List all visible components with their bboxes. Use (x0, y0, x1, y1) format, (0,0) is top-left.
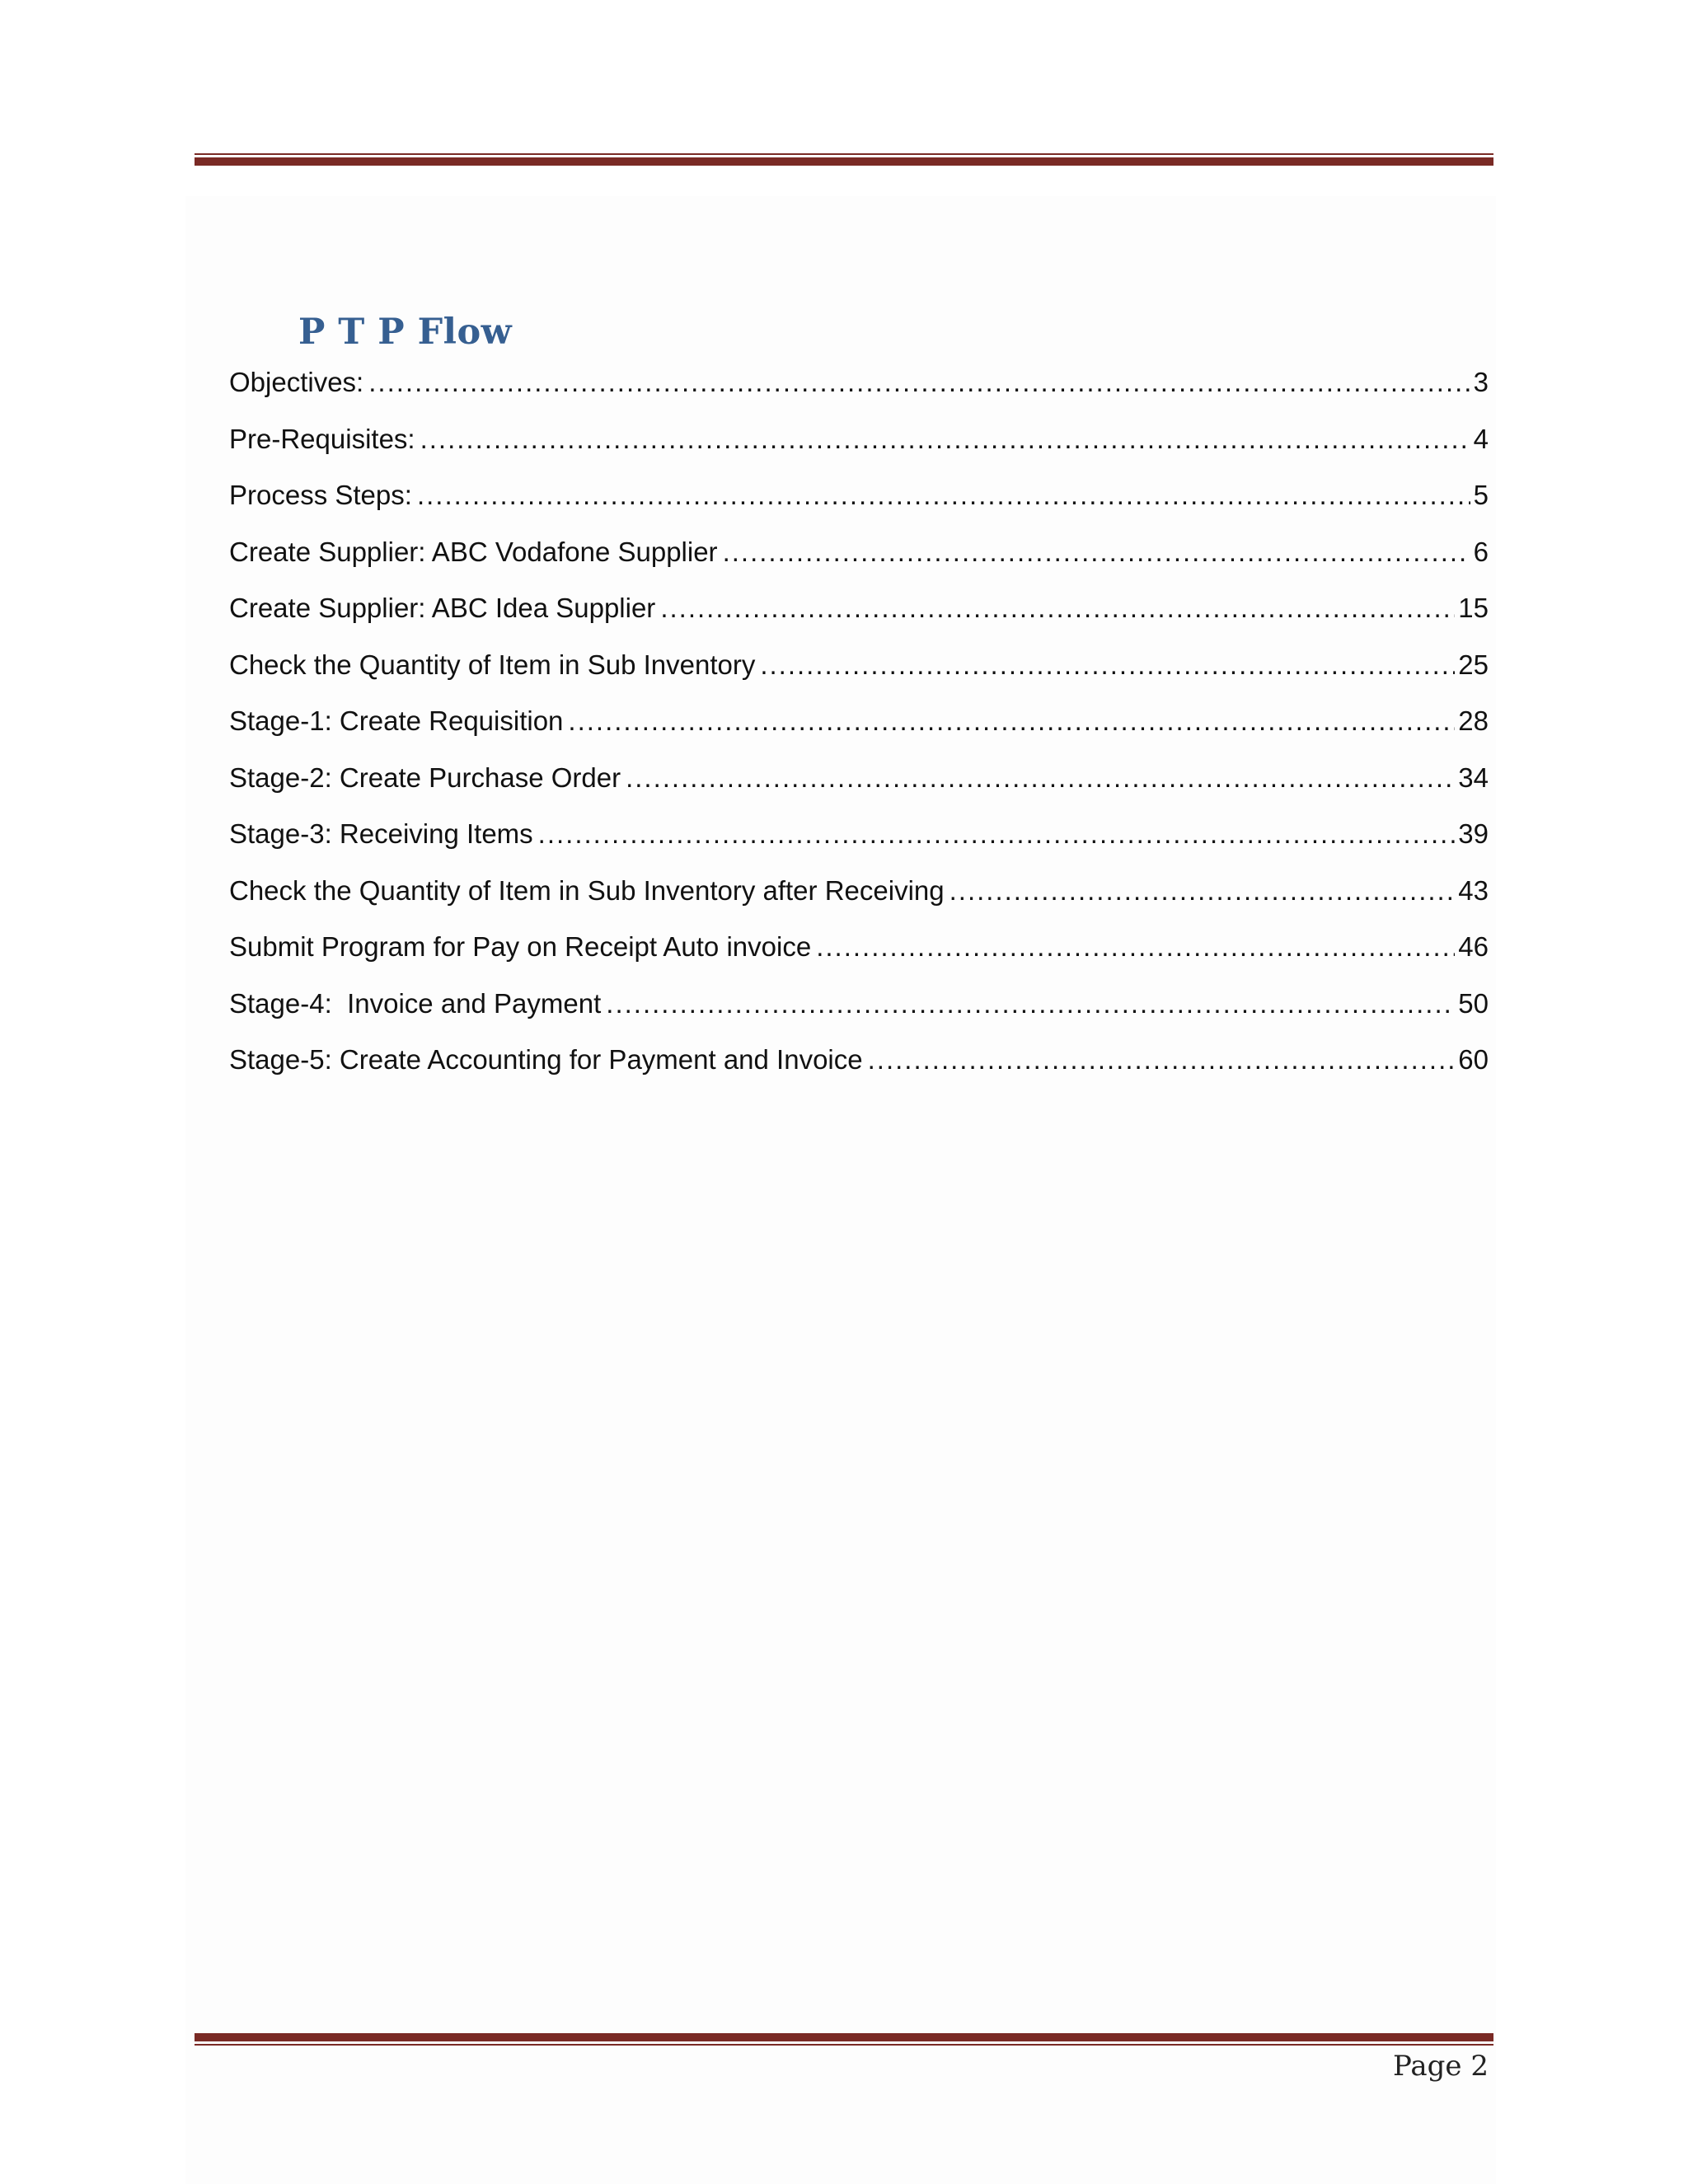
toc-entry-process-steps[interactable] (229, 473, 1489, 530)
footer-rule-thin-line (195, 2044, 1493, 2046)
toc-entry-label: Pre-Requisites: (229, 423, 415, 454)
toc-dot-leader (723, 530, 1470, 574)
toc-entry-label: Stage-4: Invoice and Payment (229, 987, 602, 1019)
toc-entry-page-number: 50 (1458, 987, 1489, 1019)
toc-entry-page-number: 6 (1473, 536, 1489, 567)
toc-dot-leader (626, 756, 1455, 799)
toc-entry-page-number: 25 (1458, 649, 1489, 680)
toc-dot-leader (816, 925, 1455, 968)
toc-entry-label: Stage-1: Create Requisition (229, 705, 564, 736)
toc-dot-leader (538, 812, 1456, 855)
toc-entry-submit-program[interactable] (229, 925, 1489, 982)
toc-entry-label: Stage-3: Receiving Items (229, 818, 533, 849)
toc-dot-leader (568, 699, 1455, 743)
toc-entry-label: Stage-5: Create Accounting for Payment and Invoice (229, 1044, 863, 1075)
toc-dot-leader (420, 417, 1470, 461)
toc-entry-check-quantity[interactable] (229, 643, 1489, 700)
toc-entry-page-number: 4 (1473, 423, 1489, 454)
footer-page-number: Page 2 (1393, 2050, 1489, 2083)
toc-dot-leader (760, 643, 1455, 687)
toc-entry-page-number: 43 (1458, 874, 1489, 906)
toc-entry-page-number: 39 (1458, 818, 1489, 849)
toc-entry-stage-1[interactable] (229, 699, 1489, 756)
toc-entry-page-number: 5 (1473, 480, 1489, 510)
toc-entry-check-quantity-after-receiving[interactable] (229, 869, 1489, 926)
toc-title: P T P Flow (298, 312, 513, 353)
table-of-contents (229, 360, 1489, 1094)
toc-dot-leader (868, 1038, 1456, 1081)
toc-dot-leader (950, 869, 1456, 912)
toc-entry-label: Submit Program for Pay on Receipt Auto invoice (229, 931, 812, 962)
toc-dot-leader (368, 360, 1470, 404)
toc-entry-label: Check the Quantity of Item in Sub Inventory after Receiving (229, 874, 945, 906)
toc-entry-page-number: 34 (1458, 762, 1489, 793)
toc-entry-stage-5[interactable] (229, 1038, 1489, 1094)
footer-rule (195, 2033, 1493, 2046)
toc-entry-label: Stage-2: Create Purchase Order (229, 762, 621, 793)
toc-entry-page-number: 3 (1473, 367, 1489, 397)
toc-entry-label: Check the Quantity of Item in Sub Inventory (229, 649, 756, 680)
toc-entry-stage-4[interactable] (229, 982, 1489, 1038)
toc-entry-stage-2[interactable] (229, 756, 1489, 813)
toc-entry-page-number: 28 (1458, 705, 1489, 736)
toc-entry-label: Create Supplier: ABC Vodafone Supplier (229, 536, 718, 567)
toc-entry-label: Objectives: (229, 367, 364, 397)
toc-dot-leader (606, 982, 1455, 1025)
toc-entry-page-number: 60 (1458, 1044, 1489, 1075)
toc-dot-leader (660, 586, 1455, 630)
toc-entry-label: Process Steps: (229, 480, 412, 510)
toc-entry-create-supplier-idea[interactable] (229, 586, 1489, 643)
toc-entry-pre-requisites[interactable] (229, 417, 1489, 474)
header-rule (195, 153, 1493, 166)
toc-entry-create-supplier-vodafone[interactable] (229, 530, 1489, 587)
toc-entry-page-number: 15 (1458, 593, 1489, 623)
footer-rule-thick-line (195, 2033, 1493, 2041)
toc-entry-page-number: 46 (1458, 931, 1489, 962)
toc-entry-label: Create Supplier: ABC Idea Supplier (229, 593, 656, 623)
toc-dot-leader (417, 473, 1470, 517)
header-rule-thick-line (195, 157, 1493, 166)
toc-entry-stage-3[interactable] (229, 812, 1489, 869)
toc-entry-objectives[interactable] (229, 360, 1489, 417)
